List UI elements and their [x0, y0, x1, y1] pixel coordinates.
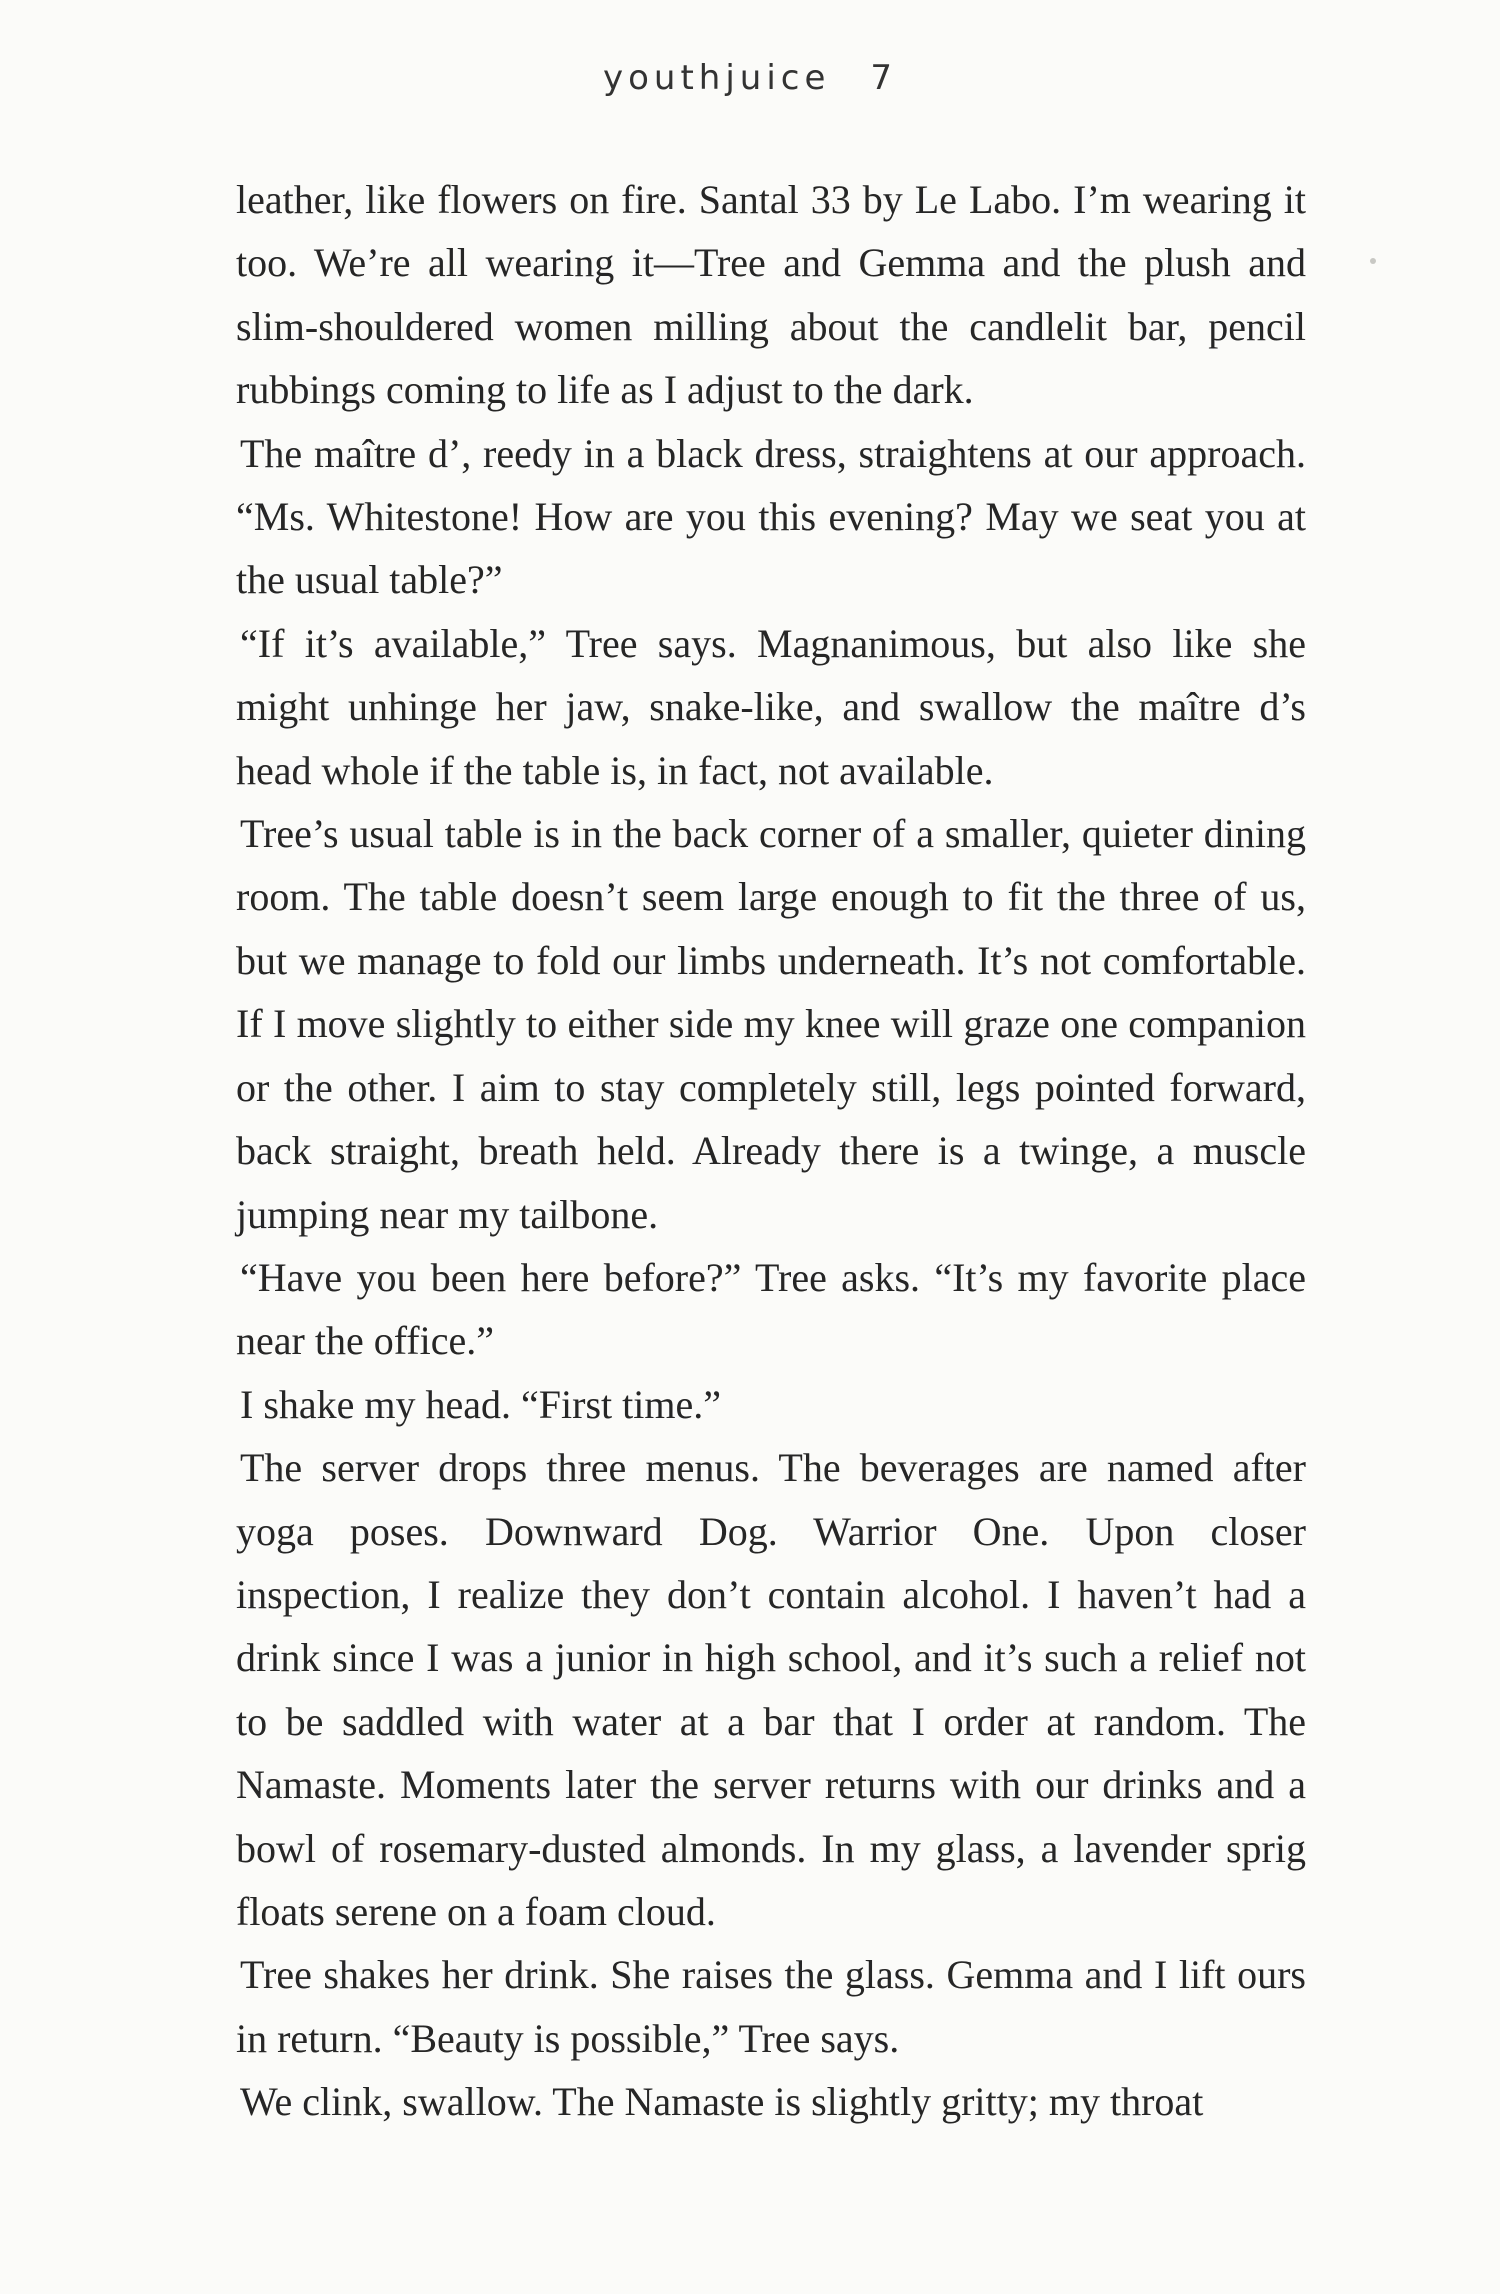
- paragraph: Tree shakes her drink. She raises the glass. Gemma and I lift ours in return. “Beauty is possible,” Tree says.: [236, 1952, 1306, 2061]
- page-number: 7: [870, 58, 898, 98]
- book-title: youthjuice: [602, 58, 831, 98]
- paragraph: “Have you been here before?” Tree asks. “It’s my favorite place near the office.”: [236, 1254, 1306, 1364]
- paragraph: “If it’s available,” Tree says. Magnanimous, but also like she might unhinge her jaw, snake-like, and swallow the maître d’s head whole if the table is, in fact, not available.: [236, 620, 1306, 793]
- paragraph: The maître d’, reedy in a black dress, straightens at our approach. “Ms. Whitestone! How are you this evening? May we seat you at the usual table?”: [236, 430, 1306, 603]
- paragraph: I shake my head. “First time.”: [240, 1381, 721, 1427]
- paragraph: We clink, swallow. The Namaste is slightly gritty; my throat: [240, 2079, 1204, 2125]
- running-head: [0, 58, 1500, 98]
- body-text: [236, 168, 1306, 2134]
- paragraph: leather, like flowers on fire. Santal 33 by Le Labo. I’m wearing it too. We’re all wearing it—Tree and Gemma and the plush and slim-shouldered women milling about the candlelit bar, pencil rubbings coming to life as I adjust to the dark.: [236, 177, 1306, 413]
- paragraph: Tree’s usual table is in the back corner of a smaller, quieter dining room. The table doesn’t seem large enough to fit the three of us, but we manage to fold our limbs underneath. It’s not comfortable. If I move slightly to either side my knee will graze one companion or the other. I aim to stay completely still, legs pointed forward, back straight, breath held. Already there is a twinge, a muscle jumping near my tailbone.: [236, 811, 1306, 1237]
- scan-speck: [1370, 258, 1376, 264]
- paragraph: The server drops three menus. The beverages are named after yoga poses. Downward Dog. Warrior One. Upon closer inspection, I realize they don’t contain alcohol. I haven’t had a drink since I was a junior in high school, and it’s such a relief not to be saddled with water at a bar that I order at random. The Namaste. Moments later the server returns with our drinks and a bowl of rosemary-dusted almonds. In my glass, a lavender sprig floats serene on a foam cloud.: [236, 1445, 1306, 1934]
